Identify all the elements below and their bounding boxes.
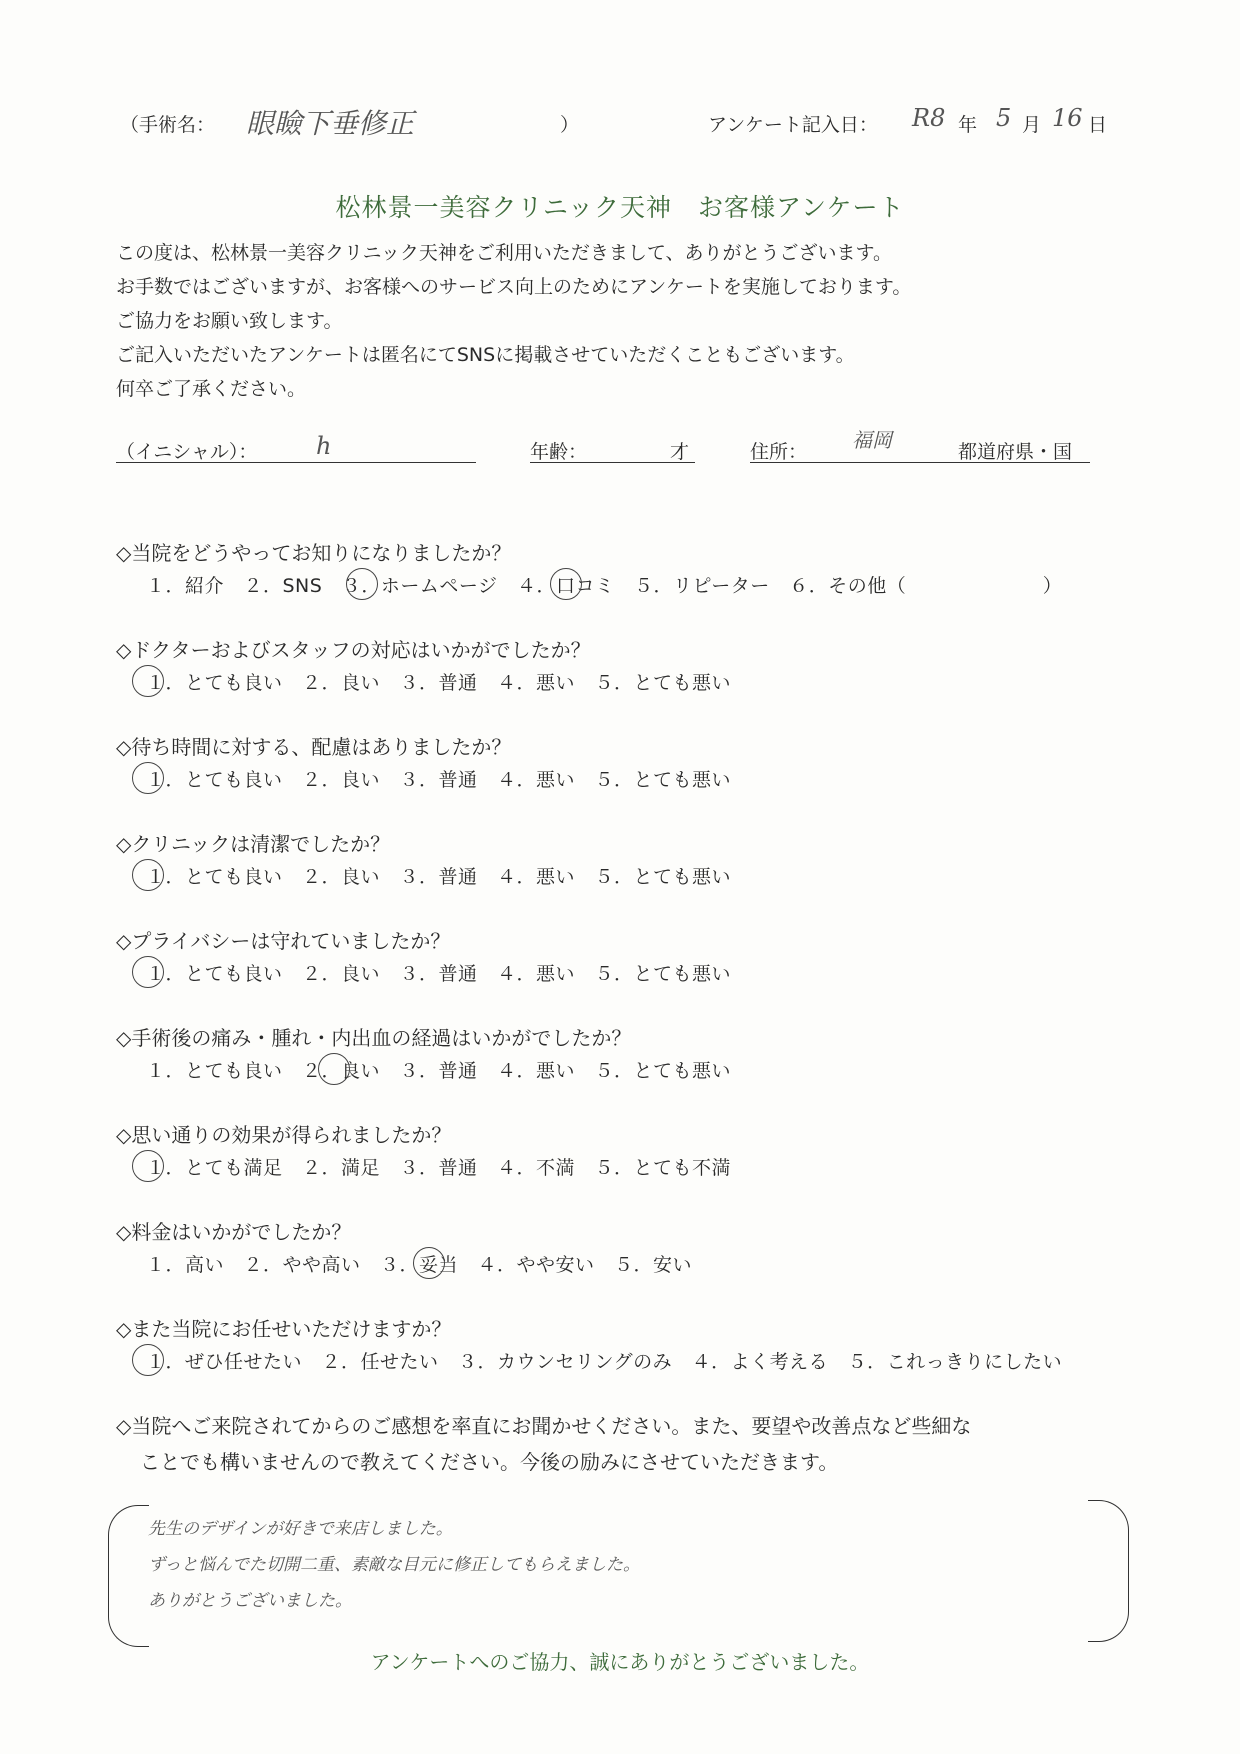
date-era[interactable]: R8 <box>912 104 946 132</box>
address-value[interactable]: 福岡 <box>852 428 892 452</box>
surgery-label: （手術名： <box>120 114 216 136</box>
selected-circle <box>346 568 378 600</box>
selected-circle <box>132 1150 164 1182</box>
day-unit: 日 <box>1088 114 1108 136</box>
question-4: ◇クリニックは清潔でしたか？ <box>116 832 391 856</box>
initial-underline <box>116 462 476 463</box>
options-2[interactable]: １．とても良い ２．良い ３．普通 ４．悪い ５．とても悪い <box>146 672 732 694</box>
selected-circle <box>132 1344 164 1376</box>
surgery-close: ） <box>560 114 580 136</box>
feedback-prompt-line1: ◇当院へご来院されてからのご感想を率直にお聞かせください。また、要望や改善点など些細な <box>116 1414 972 1438</box>
date-day[interactable]: 16 <box>1052 104 1083 132</box>
intro-line: この度は、松林景一美容クリニック天神をご利用いただきまして、ありがとうございます。 <box>116 242 892 264</box>
question-3: ◇待ち時間に対する、配慮はありましたか？ <box>116 735 512 759</box>
address-label: 住所： <box>750 441 808 463</box>
age-underline <box>530 462 695 463</box>
comment-bracket-left <box>108 1505 149 1647</box>
question-8: ◇料金はいかがでしたか？ <box>116 1220 352 1244</box>
intro-line: 何卒ご了承ください。 <box>116 378 307 400</box>
options-9[interactable]: １．ぜひ任せたい ２．任せたい ３．カウンセリングのみ ４．よく考える ５．これっきりにしたい <box>146 1351 1063 1373</box>
year-unit: 年 <box>958 114 978 136</box>
feedback-prompt-line2: ことでも構いませんので教えてください。今後の励みにさせていただきます。 <box>140 1450 839 1474</box>
question-6: ◇手術後の痛み・腫れ・内出血の経過はいかがでしたか？ <box>116 1026 632 1050</box>
question-1: ◇当院をどうやってお知りになりましたか？ <box>116 541 512 565</box>
footer-thanks: アンケートへのご協力、誠にありがとうございました。 <box>370 1650 870 1674</box>
initial-value[interactable]: h <box>316 432 332 460</box>
month-unit: 月 <box>1022 114 1042 136</box>
intro-text <box>116 236 911 406</box>
intro-line: ご協力をお願い致します。 <box>116 310 343 332</box>
address-unit: 都道府県・国 <box>958 441 1073 463</box>
selected-circle <box>132 762 164 794</box>
options-6[interactable]: １．とても良い ２．良い ３．普通 ４．悪い ５．とても悪い <box>146 1060 732 1082</box>
date-month[interactable]: 5 <box>996 104 1012 132</box>
intro-line: お手数ではございますが、お客様へのサービス向上のためにアンケートを実施しております。 <box>116 276 912 298</box>
options-3[interactable]: １．とても良い ２．良い ３．普通 ４．悪い ５．とても悪い <box>146 769 732 791</box>
question-2: ◇ドクターおよびスタッフの対応はいかがでしたか？ <box>116 638 591 662</box>
initial-label: （イニシャル）： <box>116 441 258 463</box>
selected-circle <box>413 1247 445 1279</box>
date-label: アンケート記入日： <box>708 114 878 136</box>
question-7: ◇思い通りの効果が得られましたか？ <box>116 1123 452 1147</box>
comment-line[interactable]: ありがとうございました。 <box>148 1591 352 1611</box>
age-unit: 才 <box>670 441 690 463</box>
options-7[interactable]: １．とても満足 ２．満足 ３．普通 ４．不満 ５．とても不満 <box>146 1157 732 1179</box>
selected-circle <box>132 859 164 891</box>
selected-circle <box>132 956 164 988</box>
options-5[interactable]: １．とても良い ２．良い ３．普通 ４．悪い ５．とても悪い <box>146 963 732 985</box>
options-4[interactable]: １．とても良い ２．良い ３．普通 ４．悪い ５．とても悪い <box>146 866 732 888</box>
surgery-value[interactable]: 眼瞼下垂修正 <box>246 107 415 140</box>
selected-circle <box>318 1053 350 1085</box>
address-underline <box>750 462 1090 463</box>
comment-line[interactable]: 先生のデザインが好きで来店しました。 <box>148 1519 453 1539</box>
intro-line: ご記入いただいたアンケートは匿名にてSNSに掲載させていただくこともございます。 <box>116 344 855 366</box>
question-5: ◇プライバシーは守れていましたか？ <box>116 929 451 953</box>
survey-title: 松林景一美容クリニック天神 お客様アンケート <box>335 193 905 222</box>
selected-circle <box>132 665 164 697</box>
options-8[interactable]: １．高い ２．やや高い ３．妥当 ４．やや安い ５．安い <box>146 1254 693 1276</box>
selected-circle <box>550 568 582 600</box>
question-9: ◇また当院にお任せいただけますか？ <box>116 1317 452 1341</box>
options-1[interactable]: １．紹介 ２．SNS ３．ホームページ ４．口コミ ５．リピーター ６．その他（ ） <box>146 575 1063 597</box>
age-label: 年齢： <box>530 441 588 463</box>
comment-bracket-right <box>1088 1500 1129 1642</box>
comment-line[interactable]: ずっと悩んでた切開二重、素敵な目元に修正してもらえました。 <box>148 1555 640 1575</box>
